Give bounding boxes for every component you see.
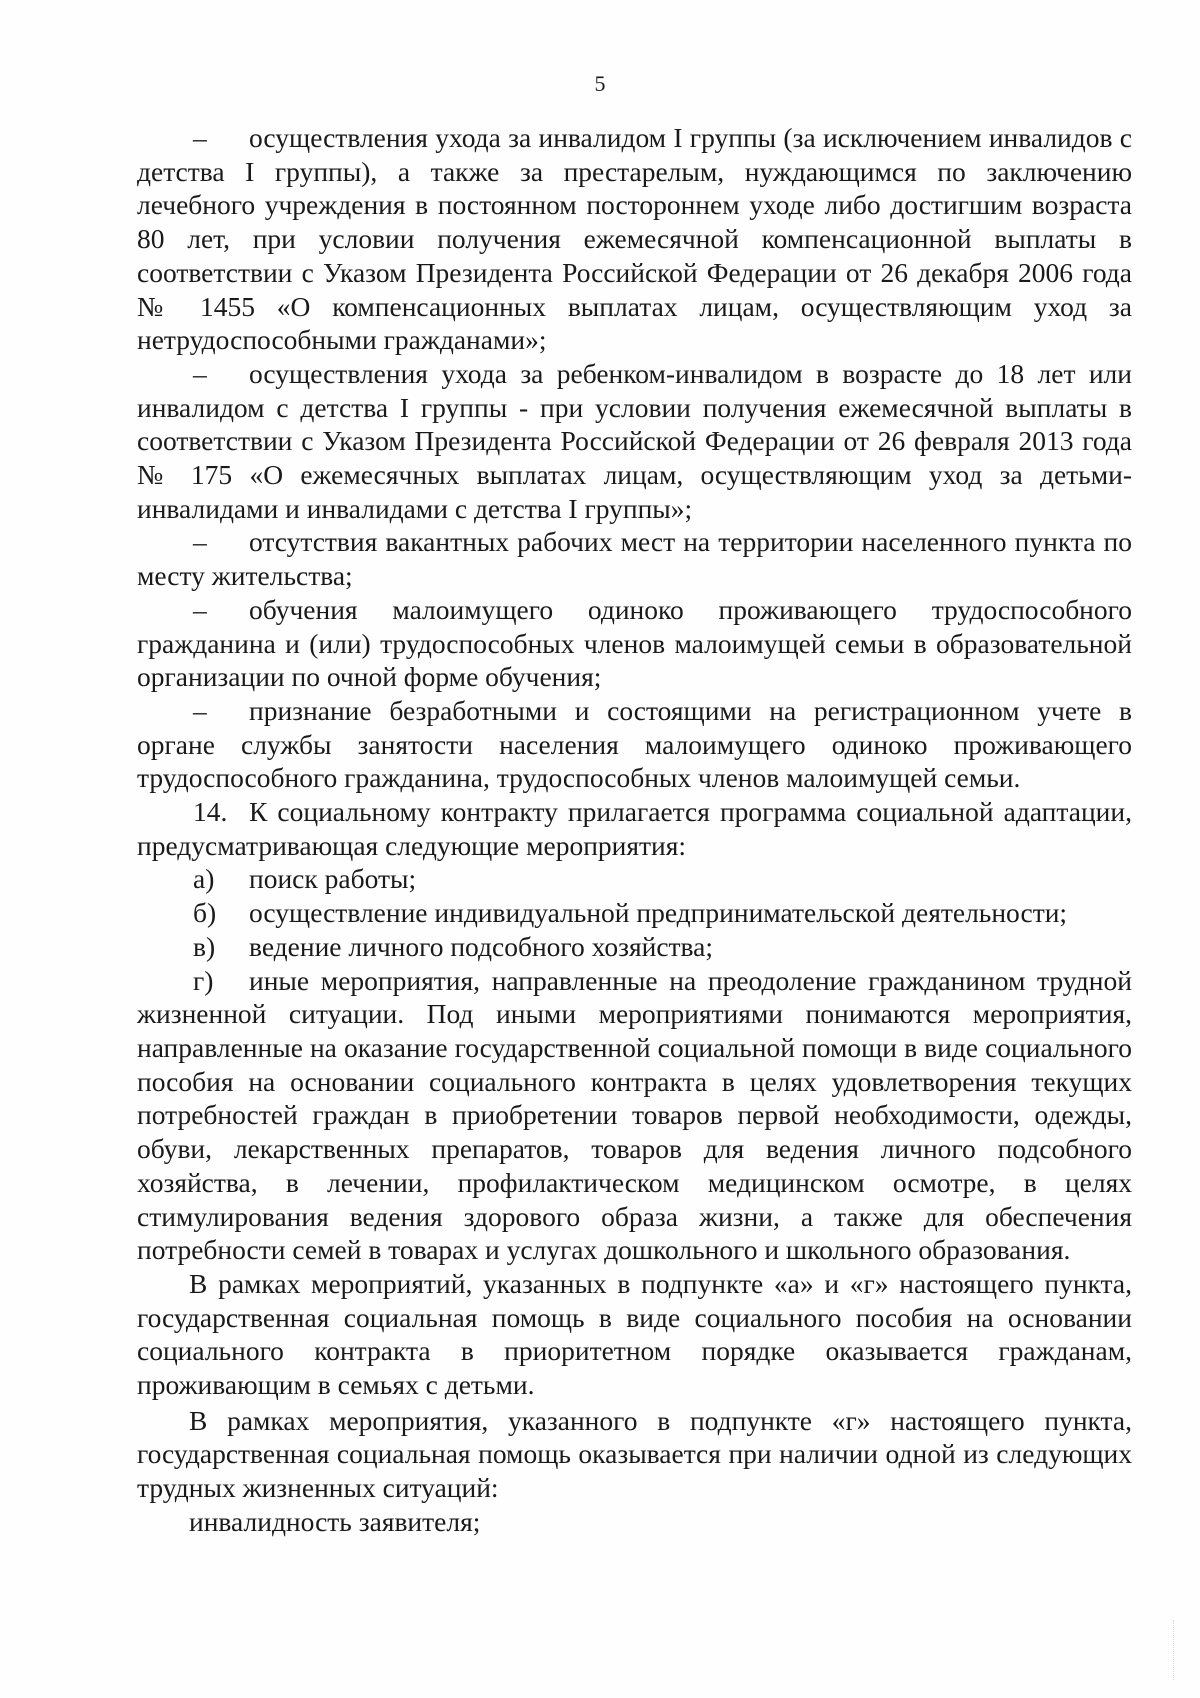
list-item-dash-4 — [137, 593, 1132, 694]
subitem-text: ведение личного подсобного хозяйства; — [249, 930, 714, 962]
subitem-b — [137, 896, 1132, 930]
list-item-text: осуществления ухода за ребенком-инвалидом в возрасте до 18 лет или инвалидом с детства I группы - при условии получения ежемесячной выплаты в соответствии с Указом Президента Российской Федерации от 26 февраля 2013 года № 175 «О ежемесячных выплатах лицам, осуществляющим уход за детьми-инвалидами и инвалидами с детства I группы»; — [137, 357, 1132, 524]
subitem-v — [137, 930, 1132, 964]
numbered-item-14 — [137, 795, 1132, 862]
subitem-marker: в) — [193, 930, 216, 962]
list-marker: – — [193, 593, 207, 625]
subitem-a — [137, 862, 1132, 896]
subitem-text: осуществление индивидуальной предпринимательской деятельности; — [249, 897, 1068, 929]
item-text: К социальному контракту прилагается программа социальной адаптации, предусматривающая следующие мероприятия: — [137, 796, 1132, 861]
list-item-dash-3 — [137, 525, 1132, 592]
list-item-dash-2 — [137, 357, 1132, 526]
list-item-text: осуществления ухода за инвалидом I группы (за исключением инвалидов с детства I группы), а также за престарелым, нуждающимся по заключению лечебного учреждения в постоянном постороннем уходе либо достигшим возраста 80 лет, при условии получения ежемесячной компенсационной выплаты в соответствии с Указом Президента Российской Федерации от 26 декабря 2006 года № 1455 «О компенсационных выплатах лицам, осуществляющим уход за нетрудоспособными гражданами»; — [137, 122, 1132, 356]
list-marker: – — [193, 694, 207, 726]
subitem-marker: г) — [193, 964, 214, 996]
paragraph-situations: В рамках мероприятия, указанного в подпункте «г» настоящего пункта, государственная социальная помощь оказывается при наличии одной из следующих трудных жизненных ситуаций: — [137, 1404, 1132, 1504]
subitem-marker: а) — [193, 863, 215, 895]
document-body — [137, 121, 1132, 1539]
list-marker: – — [193, 526, 207, 558]
paragraph-disability: инвалидность заявителя; — [189, 1505, 481, 1537]
scan-artifact — [1173, 1620, 1176, 1680]
list-item-dash-5 — [137, 694, 1132, 795]
list-marker: – — [193, 122, 207, 153]
list-marker: – — [193, 357, 207, 389]
list-item-text: отсутствия вакантных рабочих мест на территории населенного пункта по месту жительства; — [137, 526, 1132, 592]
item-number: 14. — [193, 796, 228, 828]
paragraph-priority: В рамках мероприятий, указанных в подпункте «а» и «г» настоящего пункта, государственная социальная помощь в виде социального пособия на основании социального контракта в приоритетном порядке оказывается гражданам, проживающим в семьях с детьми. — [137, 1267, 1132, 1401]
list-item-dash-1 — [137, 121, 1132, 357]
page-number: 5 — [594, 71, 606, 96]
subitem-g — [137, 964, 1132, 1267]
subitem-marker: б) — [193, 897, 217, 929]
list-item-text: обучения малоимущего одиноко проживающего трудоспособного гражданина и (или) трудоспособных членов малоимущей семьи в образовательной организации по очной форме обучения; — [137, 593, 1132, 693]
subitem-text: поиск работы; — [249, 863, 417, 895]
list-item-text: признание безработными и состоящими на регистрационном учете в органе службы занятости населения малоимущего одиноко проживающего трудоспособного гражданина, трудоспособных членов малоимущей семьи. — [137, 694, 1132, 794]
subitem-text: иные мероприятия, направленные на преодоление гражданином трудной жизненной ситуации. Под иными мероприятиями понимаются мероприятия, направленные на оказание государственной социальной помощи в виде социального пособия на основании социального контракта в целях удовлетворения текущих потребностей граждан в приобретении товаров первой необходимости, одежды, обуви, лекарственных препаратов, товаров для ведения личного подсобного хозяйства, в лечении, профилактическом медицинском осмотре, в целях стимулирования ведения здорового образа жизни, а также для обеспечения потребности семей в товарах и услугах дошкольного и школьного образования. — [137, 964, 1132, 1266]
